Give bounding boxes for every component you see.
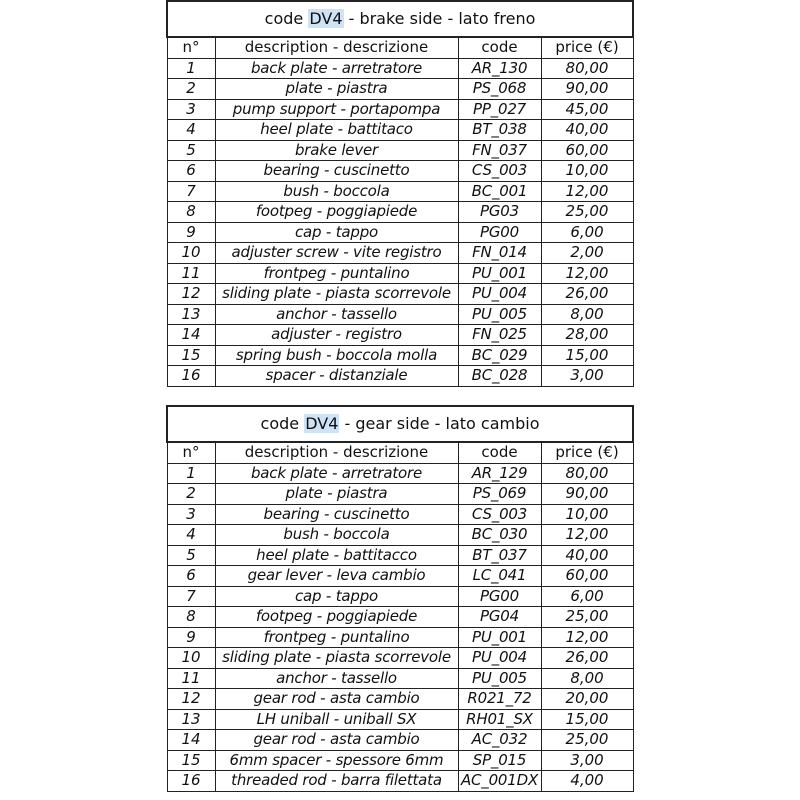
cell-code: PU_001 (458, 263, 541, 284)
cell-price: 40,00 (541, 545, 633, 566)
table-row (167, 58, 633, 79)
cell-description: sliding plate - piasta scorrevole (215, 284, 458, 305)
cell-price: 3,00 (541, 366, 633, 387)
table-row (167, 586, 633, 607)
cell-description: bearing - cuscinetto (215, 504, 458, 525)
cell-price: 8,00 (541, 304, 633, 325)
cell-description: pump support - portapompa (215, 99, 458, 120)
cell-price: 60,00 (541, 566, 633, 587)
cell-price: 26,00 (541, 648, 633, 669)
cell-number: 15 (167, 345, 215, 366)
cell-code: LC_041 (458, 566, 541, 587)
header-row (167, 442, 633, 463)
cell-price: 60,00 (541, 140, 633, 161)
cell-description: brake lever (215, 140, 458, 161)
header-description: description - descrizione (215, 442, 458, 463)
cell-description: adjuster - registro (215, 325, 458, 346)
cell-price: 6,00 (541, 586, 633, 607)
table-row (167, 366, 633, 387)
cell-price: 15,00 (541, 709, 633, 730)
table-row (167, 709, 633, 730)
cell-description: anchor - tassello (215, 304, 458, 325)
cell-number: 13 (167, 709, 215, 730)
cell-code: AC_032 (458, 730, 541, 751)
cell-number: 14 (167, 325, 215, 346)
title-code-highlight: DV4 (305, 414, 339, 433)
cell-description: gear rod - asta cambio (215, 730, 458, 751)
cell-number: 16 (167, 771, 215, 792)
cell-number: 4 (167, 525, 215, 546)
cell-description: back plate - arretratore (215, 58, 458, 79)
cell-code: FN_025 (458, 325, 541, 346)
cell-number: 10 (167, 243, 215, 264)
cell-description: spacer - distanziale (215, 366, 458, 387)
table-row (167, 668, 633, 689)
cell-code: BC_029 (458, 345, 541, 366)
cell-number: 11 (167, 263, 215, 284)
title-prefix: code (260, 414, 305, 433)
table-row (167, 202, 633, 223)
cell-number: 11 (167, 668, 215, 689)
cell-description: heel plate - battitacco (215, 545, 458, 566)
table-title (167, 406, 633, 442)
cell-number: 1 (167, 463, 215, 484)
title-code-highlight: DV4 (309, 9, 343, 28)
cell-description: 6mm spacer - spessore 6mm (215, 750, 458, 771)
cell-number: 5 (167, 545, 215, 566)
cell-code: PP_027 (458, 99, 541, 120)
cell-number: 15 (167, 750, 215, 771)
table-row (167, 607, 633, 628)
cell-code: BC_030 (458, 525, 541, 546)
table-row (167, 140, 633, 161)
header-code: code (458, 37, 541, 58)
cell-number: 7 (167, 586, 215, 607)
cell-number: 5 (167, 140, 215, 161)
table-row (167, 161, 633, 182)
cell-price: 90,00 (541, 79, 633, 100)
cell-number: 2 (167, 484, 215, 505)
cell-number: 12 (167, 284, 215, 305)
cell-description: frontpeg - puntalino (215, 627, 458, 648)
cell-code: RH01_SX (458, 709, 541, 730)
cell-number: 16 (167, 366, 215, 387)
cell-description: bearing - cuscinetto (215, 161, 458, 182)
cell-description: back plate - arretratore (215, 463, 458, 484)
cell-number: 6 (167, 161, 215, 182)
cell-number: 12 (167, 689, 215, 710)
cell-code: FN_037 (458, 140, 541, 161)
table-row (167, 284, 633, 305)
cell-price: 6,00 (541, 222, 633, 243)
cell-price: 12,00 (541, 181, 633, 202)
table-row (167, 181, 633, 202)
cell-description: sliding plate - piasta scorrevole (215, 648, 458, 669)
cell-description: cap - tappo (215, 586, 458, 607)
cell-code: CS_003 (458, 161, 541, 182)
table-row (167, 648, 633, 669)
brake-side-table (166, 0, 634, 387)
cell-description: bush - boccola (215, 525, 458, 546)
cell-code: BT_038 (458, 120, 541, 141)
brake-table-body (167, 58, 633, 386)
cell-code: BC_028 (458, 366, 541, 387)
cell-description: frontpeg - puntalino (215, 263, 458, 284)
cell-code: PU_001 (458, 627, 541, 648)
cell-description: anchor - tassello (215, 668, 458, 689)
cell-code: AR_129 (458, 463, 541, 484)
cell-price: 12,00 (541, 627, 633, 648)
cell-code: R021_72 (458, 689, 541, 710)
cell-price: 80,00 (541, 58, 633, 79)
cell-description: LH uniball - uniball SX (215, 709, 458, 730)
cell-price: 40,00 (541, 120, 633, 141)
cell-price: 26,00 (541, 284, 633, 305)
cell-code: PS_069 (458, 484, 541, 505)
header-row (167, 37, 633, 58)
header-description: description - descrizione (215, 37, 458, 58)
table-row (167, 263, 633, 284)
cell-code: PG00 (458, 586, 541, 607)
table-title-row (167, 1, 633, 37)
cell-price: 90,00 (541, 484, 633, 505)
cell-number: 6 (167, 566, 215, 587)
header-price: price (€) (541, 37, 633, 58)
cell-number: 3 (167, 99, 215, 120)
cell-price: 10,00 (541, 161, 633, 182)
cell-price: 2,00 (541, 243, 633, 264)
cell-code: PU_005 (458, 304, 541, 325)
cell-price: 12,00 (541, 525, 633, 546)
cell-price: 12,00 (541, 263, 633, 284)
cell-number: 4 (167, 120, 215, 141)
cell-price: 4,00 (541, 771, 633, 792)
cell-code: AC_001DX (458, 771, 541, 792)
cell-code: SP_015 (458, 750, 541, 771)
cell-code: PS_068 (458, 79, 541, 100)
cell-price: 28,00 (541, 325, 633, 346)
table-row (167, 689, 633, 710)
cell-description: threaded rod - barra filettata (215, 771, 458, 792)
cell-price: 15,00 (541, 345, 633, 366)
cell-description: footpeg - poggiapiede (215, 202, 458, 223)
table-row (167, 79, 633, 100)
cell-number: 8 (167, 607, 215, 628)
cell-code: BT_037 (458, 545, 541, 566)
cell-number: 3 (167, 504, 215, 525)
cell-description: adjuster screw - vite registro (215, 243, 458, 264)
cell-number: 9 (167, 627, 215, 648)
cell-code: PG00 (458, 222, 541, 243)
cell-description: heel plate - battitaco (215, 120, 458, 141)
cell-description: spring bush - boccola molla (215, 345, 458, 366)
cell-code: PG04 (458, 607, 541, 628)
title-prefix: code (264, 9, 309, 28)
cell-price: 45,00 (541, 99, 633, 120)
cell-number: 9 (167, 222, 215, 243)
cell-code: BC_001 (458, 181, 541, 202)
cell-price: 80,00 (541, 463, 633, 484)
cell-description: cap - tappo (215, 222, 458, 243)
gear-table-body (167, 463, 633, 791)
cell-number: 7 (167, 181, 215, 202)
cell-price: 20,00 (541, 689, 633, 710)
table-row (167, 750, 633, 771)
cell-code: FN_014 (458, 243, 541, 264)
table-row (167, 627, 633, 648)
cell-description: footpeg - poggiapiede (215, 607, 458, 628)
cell-code: CS_003 (458, 504, 541, 525)
title-suffix: - brake side - lato freno (343, 9, 536, 28)
table-row (167, 484, 633, 505)
cell-description: plate - piastra (215, 484, 458, 505)
cell-price: 25,00 (541, 202, 633, 223)
table-title (167, 1, 633, 37)
table-row (167, 99, 633, 120)
cell-code: PU_004 (458, 284, 541, 305)
table-row (167, 730, 633, 751)
header-number: n° (167, 37, 215, 58)
table-row (167, 120, 633, 141)
table-row (167, 504, 633, 525)
cell-code: PU_005 (458, 668, 541, 689)
table-row (167, 566, 633, 587)
cell-description: gear lever - leva cambio (215, 566, 458, 587)
cell-number: 14 (167, 730, 215, 751)
table-row (167, 345, 633, 366)
cell-price: 25,00 (541, 730, 633, 751)
title-suffix: - gear side - lato cambio (339, 414, 540, 433)
header-code: code (458, 442, 541, 463)
cell-price: 10,00 (541, 504, 633, 525)
table-row (167, 545, 633, 566)
cell-description: plate - piastra (215, 79, 458, 100)
cell-number: 13 (167, 304, 215, 325)
cell-price: 25,00 (541, 607, 633, 628)
cell-description: gear rod - asta cambio (215, 689, 458, 710)
cell-price: 8,00 (541, 668, 633, 689)
table-row (167, 304, 633, 325)
cell-code: PU_004 (458, 648, 541, 669)
cell-number: 2 (167, 79, 215, 100)
table-row (167, 771, 633, 792)
cell-code: PG03 (458, 202, 541, 223)
header-number: n° (167, 442, 215, 463)
header-price: price (€) (541, 442, 633, 463)
cell-code: AR_130 (458, 58, 541, 79)
cell-number: 1 (167, 58, 215, 79)
cell-price: 3,00 (541, 750, 633, 771)
table-row (167, 222, 633, 243)
table-row (167, 243, 633, 264)
cell-description: bush - boccola (215, 181, 458, 202)
table-row (167, 325, 633, 346)
table-row (167, 525, 633, 546)
gear-side-table (166, 405, 634, 792)
table-title-row (167, 406, 633, 442)
cell-number: 8 (167, 202, 215, 223)
table-row (167, 463, 633, 484)
cell-number: 10 (167, 648, 215, 669)
